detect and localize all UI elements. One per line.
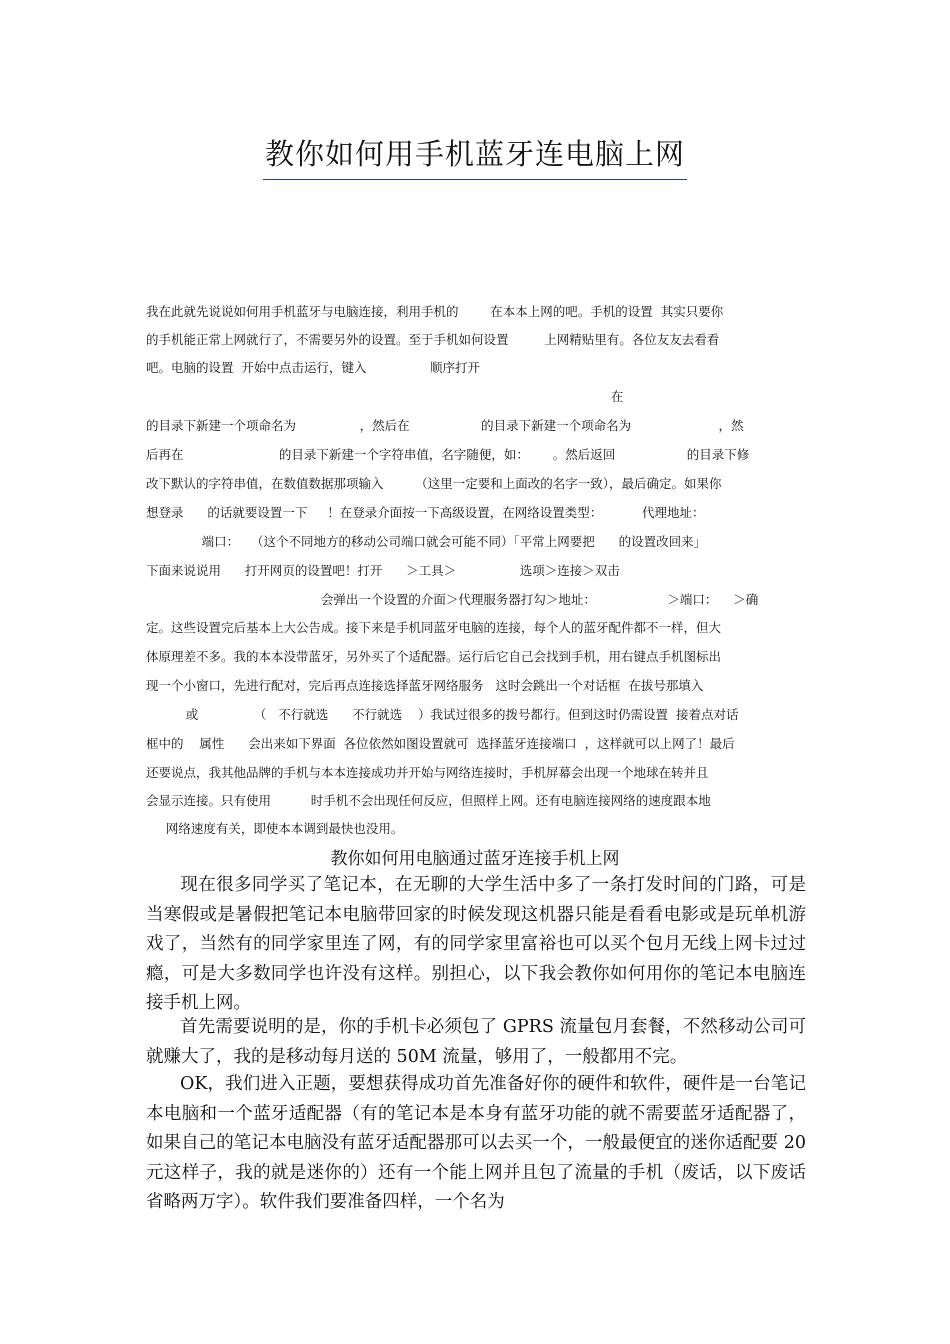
text-line: 框中的 属性 会出来如下界面 各位依然如图设置就可 选择蓝牙连接端口 ，这样就可以上网了！最后 — [146, 736, 735, 751]
title-text: 教你如何用手机蓝牙连电脑上网 — [263, 132, 687, 180]
text-line: 网络速度有关，即使本本调到最快也没用。 — [146, 821, 404, 836]
paragraph — [146, 871, 806, 1019]
section-subtitle: 教你如何用电脑通过蓝牙连接手机上网 — [330, 849, 620, 869]
text-line: 还要说点，我其他品牌的手机与本本连接成功并开始与网络连接时，手机屏幕会出现一个地球在转并且 — [146, 765, 709, 780]
text-line: 后再在 的目录下新建一个字符串值，名字随便，如： 。然后返回 的目录下修 — [146, 447, 750, 462]
text-line: 体原理差不多。我的本本没带蓝牙，另外买了个适配器。运行后它自己会找到手机，用右键点手机图标出 — [146, 649, 722, 664]
text-line: 或 （ 不行就选 不行就选 ）我试过很多的拨号都行。但到这时仍需设置 接着点对话 — [146, 707, 739, 722]
paragraph-text: 现在很多同学买了笔记本，在无聊的大学生活中多了一条打发时间的门路，可是当寒假或是暑假把笔记本电脑带回家的时候发现这机器只能是看看电影或是玩单机游戏了，当然有的同学家里连了网，有的同学家里富裕也可以买个包月无线上网卡过过瘾，可是大多数同学也许没有这样。别担心，以下我会教你如何用你的笔记本电脑连接手机上网。 — [146, 875, 806, 1013]
document-title — [0, 132, 950, 180]
text-line: 会弹出一个设置的介面＞代理服务器打勾＞地址： ＞端口： ＞确 — [146, 592, 759, 607]
text-line: 现一个小窗口，先进行配对，完后再点连接选择蓝牙网络服务 这时会跳出一个对话框 在拔号那填入 — [146, 678, 704, 693]
paragraph — [146, 1070, 806, 1218]
text-line: 的目录下新建一个项命名为 ，然后在 的目录下新建一个项命名为 ，然 — [146, 418, 744, 433]
paragraph-text: OK，我们进入正题，要想获得成功首先准备好你的硬件和软件，硬件是一台笔记本电脑和一个蓝牙适配器（有的笔记本是本身有蓝牙功能的就不需要蓝牙适配器了，如果自己的笔记本电脑没有蓝牙适配器那可以去买一个，一般最便宜的迷你适配要 20 元这样子，我的就是迷你的）还有一个能上网并且包了流量的手机（废话，以下废话省略两万字）。软件我们要准备四样，一个名为 — [146, 1074, 806, 1212]
text-line: 在 — [146, 389, 624, 404]
paragraph-text: 首先需要说明的是，你的手机卡必须包了 GPRS 流量包月套餐，不然移动公司可就赚大了，我的是移动每月送的 50M 流量，够用了，一般都用不完。 — [146, 1017, 806, 1067]
text-line: 改下默认的字符串值，在数值数据那项输入 （这里一定要和上面改的名字一致），最后确定。如果你 — [146, 476, 722, 491]
paragraph — [146, 1013, 806, 1072]
text-line: 吧。电脑的设置 开始中点击运行，键入 顺序打开 — [146, 360, 481, 375]
text-line: 端口： （这个不同地方的移动公司端口就会可能不同）「平常上网要把 的设置改回来」 — [146, 534, 707, 549]
text-line: 想登录 的话就要设置一下 ！在登录介面按一下高级设置，在网络设置类型： 代理地址： — [146, 505, 705, 520]
text-line: 我在此就先说说如何用手机蓝牙与电脑连接，利用手机的 在本本上网的吧。手机的设置 其实只要你 — [146, 304, 724, 319]
text-line: 定。这些设置完后基本上大公告成。接下来是手机同蓝牙电脑的连接，每个人的蓝牙配件都不一样，但大 — [146, 620, 722, 635]
text-line: 会显示连接。只有使用 时手机不会出现任何反应，但照样上网。还有电脑连接网络的速度跟本地 — [146, 793, 711, 808]
text-line: 的手机能正常上网就行了，不需要另外的设置。至于手机如何设置 上网精贴里有。各位友友去看看 — [146, 332, 720, 347]
text-line: 下面来说说用 打开网页的设置吧！打开 ＞工具＞ 选项＞连接＞双击 — [146, 563, 620, 578]
